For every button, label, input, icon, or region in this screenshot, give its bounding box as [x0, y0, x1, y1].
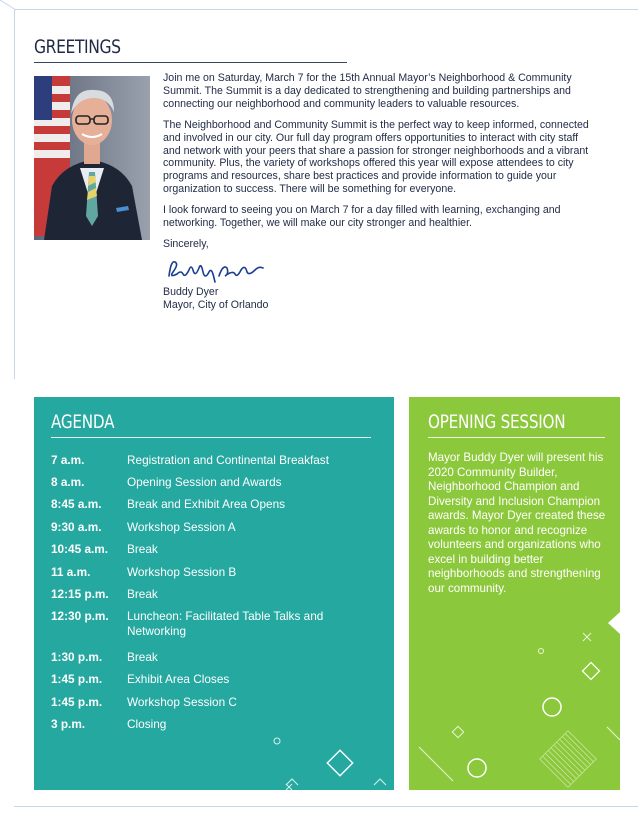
agenda-event: Opening Session and Awards	[127, 475, 282, 489]
agenda-event: Break	[127, 542, 158, 556]
agenda-event: Break and Exhibit Area Opens	[127, 497, 286, 511]
agenda-event: Workshop Session A	[127, 520, 236, 534]
letter-paragraph-2: The Neighborhood and Community Summit is the perfect way to keep informed, connected and involved in our city. Our full day program offers opportunities to interact with city staff and network with your peers that share a passion for stronger neighborhoods and a vibrant community. Plus, the variety of workshops offered this year will expose attendees to city programs and resources, share best practices and provide information to guide your organization to success. There will be something for everyone.	[163, 118, 589, 196]
opening-session-body: Mayor Buddy Dyer will present his 2020 Community Builder, Neighborhood Champion and Diversity and Inclusion Champion awards. Mayor Dyer created these awards to honor and recognize volunteers and organizations who excel in building better neighborhoods and strengthening our community.	[428, 451, 606, 595]
opening-decoration	[409, 397, 620, 790]
greetings-rule	[34, 62, 347, 63]
agenda-time: 8 a.m.	[51, 475, 85, 489]
agenda-time: 12:15 p.m.	[51, 587, 109, 601]
frame-top-line	[14, 9, 638, 10]
agenda-event: Break	[127, 650, 158, 664]
agenda-event: Luncheon: Facilitated Table Talks and Networking	[127, 609, 324, 638]
signer-name: Buddy Dyer	[163, 285, 219, 298]
opening-session-heading: OPENING SESSION	[428, 411, 566, 433]
corner-decoration	[0, 0, 90, 12]
agenda-time: 8:45 a.m.	[51, 497, 102, 511]
letter-paragraph-3: I look forward to seeing you on March 7 for a day filled with learning, exchanging and networking. Together, we will make our city stronger and healthier.	[163, 204, 561, 230]
agenda-time: 3 p.m.	[51, 717, 86, 731]
greetings-heading: GREETINGS	[34, 36, 121, 58]
agenda-time: 10:45 a.m.	[51, 542, 109, 556]
frame-left-line	[14, 9, 15, 379]
signer-title: Mayor, City of Orlando	[163, 298, 269, 311]
mayor-portrait	[34, 76, 150, 240]
agenda-heading: AGENDA	[51, 411, 115, 433]
agenda-time: 1:30 p.m.	[51, 650, 103, 664]
agenda-time: 1:45 p.m.	[51, 695, 103, 709]
panel-notch	[608, 612, 620, 634]
greeting-letter	[163, 72, 593, 312]
agenda-decoration	[34, 397, 394, 790]
agenda-event: Workshop Session B	[127, 565, 237, 579]
agenda-panel	[34, 397, 394, 790]
opening-session-panel	[409, 397, 620, 790]
agenda-event: Break	[127, 587, 158, 601]
agenda-time: 7 a.m.	[51, 453, 85, 467]
agenda-time: 11 a.m.	[51, 565, 91, 579]
frame-bottom-line	[14, 806, 638, 807]
agenda-event: Closing	[127, 717, 167, 731]
agenda-event: Workshop Session C	[127, 695, 237, 709]
agenda-time: 9:30 a.m.	[51, 520, 102, 534]
agenda-time: 12:30 p.m.	[51, 609, 109, 623]
signature-image	[165, 254, 265, 284]
letter-closing: Sincerely,	[163, 237, 209, 250]
agenda-event: Registration and Continental Breakfast	[127, 453, 329, 467]
letter-paragraph-1: Join me on Saturday, March 7 for the 15th Annual Mayor’s Neighborhood & Community Summit. The Summit is a day dedicated to strengthening and building partnerships and connecting our neighborhood and community leaders to valuable resources.	[163, 72, 572, 110]
agenda-event: Exhibit Area Closes	[127, 672, 230, 686]
agenda-time: 1:45 p.m.	[51, 672, 103, 686]
